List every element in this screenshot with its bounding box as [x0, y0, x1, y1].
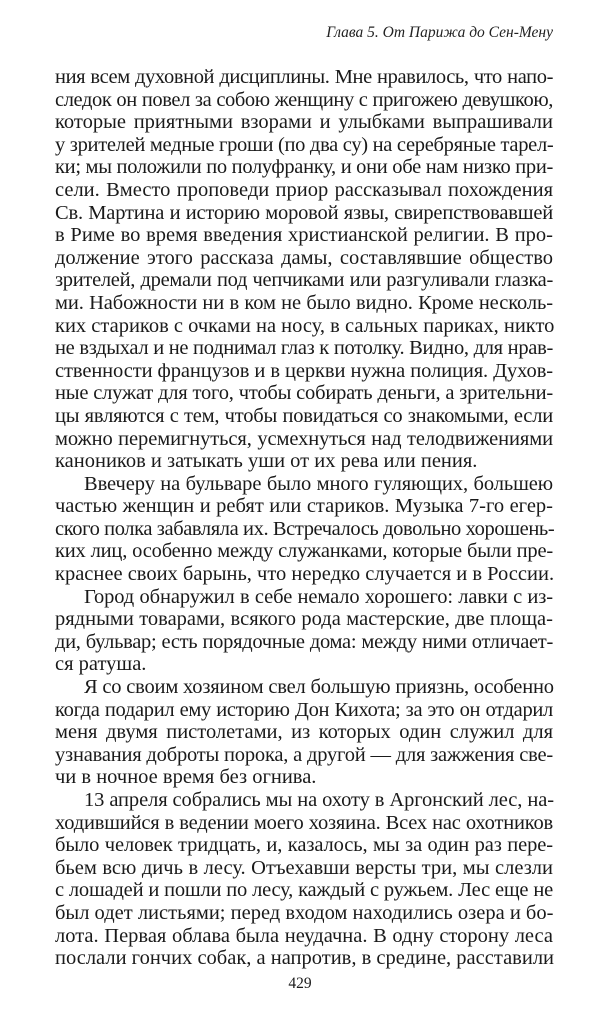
text-line: лота. Первая облава была неудачна. В одну сторону леса [55, 924, 553, 947]
text-line: узнавания доброты порока, а другой — для зажжения све- [55, 743, 553, 766]
text-line: Город обнаружил в себе немало хорошего: лавки с из- [84, 585, 553, 608]
text-line: сели. Вместо проповеди приор рассказывал похождения [55, 178, 553, 201]
paragraph [55, 66, 553, 473]
text-line: чи в ночное время без огнива. [55, 766, 317, 789]
text-line: бьем всю дичь в лесу. Отъехавши версты три, мы слезли [55, 856, 553, 879]
text-line: рядными товарами, всякого рода мастерские, две площа- [55, 608, 553, 631]
text-line: ди, бульвар; есть порядочные дома: между ними отличает- [55, 630, 553, 653]
text-line: Св. Мартина и историю моровой язвы, свирепствовавшей [55, 201, 553, 224]
text-line: в Риме во время введения христианской религии. В про- [55, 224, 553, 247]
text-line: должение этого рассказа дамы, составлявшие общество [55, 246, 553, 269]
text-line: с лошадей и пошли по лесу, каждый с ружьем. Лес еще не [55, 879, 553, 902]
text-line: краснее своих барынь, что нередко случается и в России. [55, 563, 555, 586]
paragraph [55, 676, 553, 789]
text-line: ственности французов и в церкви нужна полиция. Духов- [55, 359, 553, 382]
text-line: Ввечеру на бульваре было много гуляющих, большею [84, 472, 553, 495]
text-line: было человек тридцать, и, казалось, мы за один раз пере- [55, 834, 553, 857]
paragraph [55, 586, 553, 676]
text-line: меня двумя пистолетами, из которых один служил для [55, 721, 553, 744]
text-line: не вздыхал и не поднимал глаз к потолку. Видно, для нрав- [55, 337, 553, 360]
text-line: цы являются с тем, чтобы повидаться со знакомыми, если [55, 404, 553, 427]
text-line: ких лиц, особенно между служанками, которые были пре- [55, 540, 553, 563]
text-line: был одет листьями; перед входом находились озера и бо- [55, 901, 554, 924]
text-line: послали гончих собак, а напротив, в средине, расставили [55, 947, 555, 970]
page-body-text [55, 66, 553, 970]
text-line: которые приятными взорами и улыбками выпрашивали [55, 111, 553, 134]
text-line: можно перемигнуться, усмехнуться над телодвижениями [55, 427, 553, 450]
text-line: Я со своим хозяином свел большую приязнь, особенно [84, 676, 554, 699]
page-number: 429 [288, 975, 312, 992]
paragraph [55, 789, 553, 970]
running-header: Глава 5. От Парижа до Сен-Мену [326, 24, 553, 41]
text-line: ся ратуша. [55, 653, 147, 676]
text-line: у зрителей медные гроши (по два су) на серебряные тарел- [55, 133, 554, 156]
text-line: 13 апреля собрались мы на охоту в Аргонский лес, на- [84, 789, 554, 811]
text-line: ких стариков с очками на носу, в сальных париках, никто [55, 314, 555, 337]
text-line: ми. Набожности ни в ком не было видно. Кроме несколь- [55, 291, 553, 314]
text-line: ния всем духовной дисциплины. Мне нравилось, что напо- [55, 66, 553, 88]
text-line: ского полка забавляла их. Встречалось довольно хорошень- [55, 517, 555, 540]
text-line: зрителей, дремали под чепчиками или разгуливали глазка- [55, 269, 553, 292]
text-line: ходившийся в ведении моего хозяина. Всех нас охотников [55, 811, 553, 834]
text-line: частью женщин и ребят или стариков. Музыка 7-го егер- [55, 495, 553, 518]
text-line: ки; мы положили по полуфранку, и они обе нам низко при- [55, 156, 554, 179]
text-line: каноников и затыкать уши от их рева или пения. [55, 450, 478, 473]
paragraph [55, 473, 553, 586]
text-line: когда подарил ему историю Дон Кихота; за это он отдарил [55, 698, 553, 721]
text-line: следок он повел за собою женщину с пригожею девушкою, [55, 88, 553, 111]
text-line: ные служат для того, чтобы собирать деньги, а зрительни- [55, 382, 553, 405]
